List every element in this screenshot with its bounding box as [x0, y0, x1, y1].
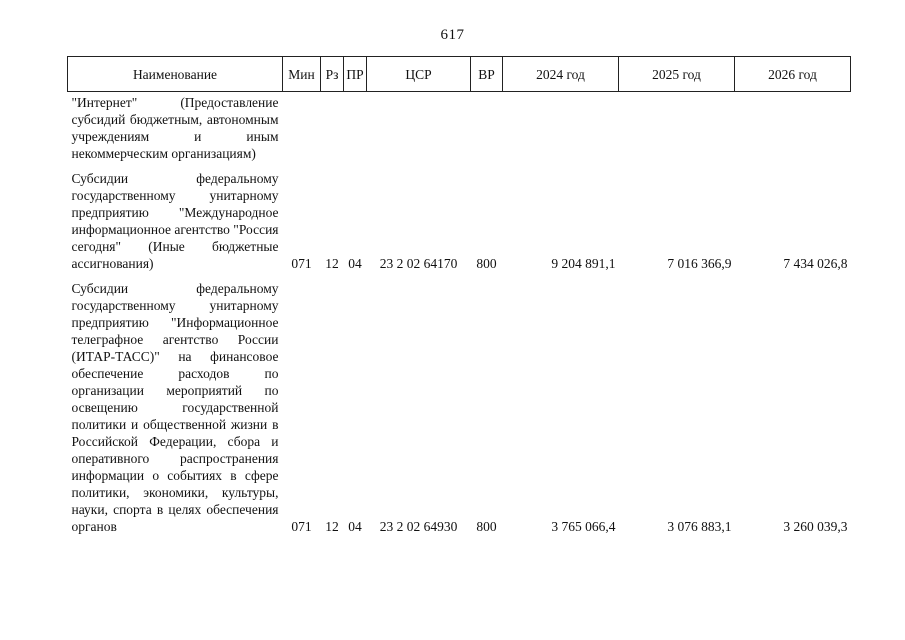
- row-2025: [619, 92, 735, 169]
- header-pr: ПР: [344, 57, 367, 92]
- row-2025: 3 076 883,1: [667, 519, 732, 534]
- page-number: 617: [440, 27, 465, 43]
- header-rz: Рз: [321, 57, 344, 92]
- row-min: 071: [291, 519, 312, 534]
- row-2024: 3 765 066,4: [551, 519, 616, 534]
- row-pr: 04: [348, 519, 362, 534]
- row-min: [283, 92, 321, 169]
- header-vr: ВР: [471, 57, 503, 92]
- budget-table: [67, 56, 851, 541]
- table-row: [68, 92, 851, 169]
- header-name: Наименование: [68, 57, 283, 92]
- row-name: Субсидии федеральному государственному унитарному предприятию "Международное информационное агентство "Россия сегодня" (Иные бюджетные ассигнования): [71, 171, 279, 271]
- header-2024: 2024 год: [503, 57, 619, 92]
- table-row: [68, 278, 851, 541]
- row-csr: 23 2 02 64170: [379, 256, 458, 271]
- header-csr: ЦСР: [367, 57, 471, 92]
- row-vr: [471, 92, 503, 169]
- row-csr: [367, 92, 471, 169]
- row-2026: [735, 92, 851, 169]
- row-rz: [321, 92, 344, 169]
- row-2024: 9 204 891,1: [551, 256, 616, 271]
- row-csr: 23 2 02 64930: [379, 519, 458, 534]
- header-2025: 2025 год: [619, 57, 735, 92]
- row-rz: 12: [325, 256, 339, 271]
- row-2025: 7 016 366,9: [667, 256, 732, 271]
- header-min: Мин: [283, 57, 321, 92]
- row-vr: 800: [476, 256, 497, 271]
- row-2024: [503, 92, 619, 169]
- row-pr: 04: [348, 256, 362, 271]
- table-row: [68, 168, 851, 278]
- row-pr: [344, 92, 367, 169]
- table-header-row: [68, 57, 851, 92]
- row-vr: 800: [476, 519, 497, 534]
- header-2026: 2026 год: [735, 57, 851, 92]
- row-name: "Интернет" (Предоставление субсидий бюджетным, автономным учреждениям и иным некоммерческим организациям): [71, 95, 279, 161]
- row-rz: 12: [325, 519, 339, 534]
- row-min: 071: [291, 256, 312, 271]
- row-2026: 7 434 026,8: [783, 256, 848, 271]
- row-2026: 3 260 039,3: [783, 519, 848, 534]
- row-name: Субсидии федеральному государственному унитарному предприятию "Информационное телеграфное агентство России (ИТАР-ТАСС)" на финансовое обеспечение расходов по организации мероприятий по освещению государственной политики и общественной жизни в Российской Федерации, сбора и оперативного распространения информации о событиях в сфере политики, экономики, культуры, науки, спорта в целях обеспечения органов: [71, 281, 279, 534]
